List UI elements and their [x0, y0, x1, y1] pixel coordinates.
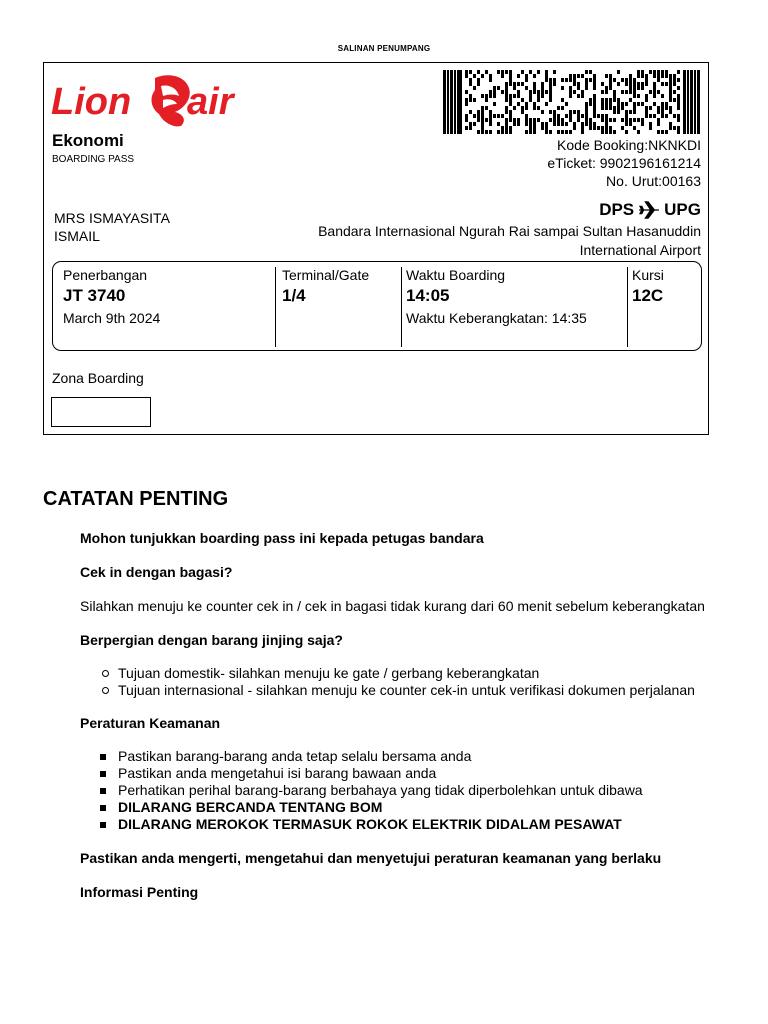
destination-code: UPG: [664, 200, 701, 219]
column-divider: [401, 267, 402, 347]
carryon-list: [80, 665, 720, 699]
route: [271, 198, 701, 260]
airplane-icon: [638, 201, 660, 219]
important-notes: [80, 530, 720, 901]
carryon-question: Berpergian dengan barang jinjing saja?: [80, 632, 343, 648]
lion-air-logo: [51, 68, 271, 132]
list-item: Pastikan barang-barang anda tetap selalu bersama anda: [80, 748, 720, 765]
boarding-column: [406, 262, 621, 342]
passenger-name-line1: MRS ISMAYASITA: [54, 210, 170, 226]
list-item: Tujuan internasional - silahkan menuju ke counter cek-in untuk verifikasi dokumen perjalanan: [98, 682, 720, 699]
show-pass-note: Mohon tunjukkan boarding pass ini kepada petugas bandara: [80, 530, 484, 546]
copy-label: SALINAN PENUMPANG: [337, 44, 431, 53]
boarding-zone-box: [51, 397, 151, 427]
column-divider: [627, 267, 628, 347]
route-description: Bandara Internasional Ngurah Rai sampai Sultan Hasanuddin International Airport: [318, 223, 701, 258]
terminal-label: Terminal/Gate: [282, 267, 370, 283]
notes-title: CATATAN PENTING: [43, 488, 229, 510]
column-divider: [275, 267, 276, 347]
svg-text:Lion: Lion: [51, 81, 132, 123]
flight-column: [63, 262, 273, 342]
barcode-2d: [443, 70, 701, 134]
agreement-note: Pastikan anda mengerti, mengetahui dan menyetujui peraturan keamanan yang berlaku: [80, 850, 662, 866]
list-item: DILARANG MEROKOK TERMASUK ROKOK ELEKTRIK DIDALAM PESAWAT: [80, 816, 720, 833]
flight-details-box: [52, 261, 702, 351]
list-item: Pastikan anda mengetahui isi barang bawaan anda: [80, 765, 720, 782]
sequence-number: No. Urut:00163: [606, 173, 701, 189]
passenger-name-line2: ISMAIL: [54, 228, 100, 244]
boarding-time: 14:05: [406, 286, 450, 305]
boarding-pass-label: BOARDING PASS: [52, 154, 135, 165]
eticket-number: eTicket: 9902196161214: [547, 155, 701, 171]
seat-number: 12C: [632, 286, 664, 305]
departure-time: Waktu Keberangkatan: 14:35: [406, 310, 587, 326]
passenger-name: [54, 209, 170, 245]
boarding-zone-label: Zona Boarding: [52, 370, 144, 386]
flight-label: Penerbangan: [63, 267, 148, 283]
flight-date: March 9th 2024: [63, 310, 161, 326]
list-item: Perhatikan perihal barang-barang berbahaya yang tidak diperbolehkan untuk dibawa: [80, 782, 720, 799]
checkin-question: Cek in dengan bagasi?: [80, 564, 233, 580]
flight-number: JT 3740: [63, 286, 126, 305]
list-item: DILARANG BERCANDA TENTANG BOM: [80, 799, 720, 816]
security-title: Peraturan Keamanan: [80, 715, 221, 731]
cabin-class: Ekonomi: [52, 131, 124, 150]
info-title: Informasi Penting: [80, 884, 199, 900]
booking-info: [547, 136, 701, 190]
list-item: Tujuan domestik- silahkan menuju ke gate / gerbang keberangkatan: [98, 665, 720, 682]
security-list: [80, 748, 720, 833]
terminal-column: [282, 262, 397, 342]
boarding-label: Waktu Boarding: [406, 267, 506, 283]
origin-code: DPS: [599, 200, 635, 219]
checkin-answer: Silahkan menuju ke counter cek in / cek in bagasi tidak kurang dari 60 menit sebelum keberangkatan: [80, 598, 705, 614]
seat-column: [632, 262, 692, 342]
terminal-gate: 1/4: [282, 286, 306, 305]
svg-text:air: air: [187, 81, 234, 123]
seat-label: Kursi: [632, 267, 664, 283]
booking-code: Kode Booking:NKNKDI: [557, 137, 701, 153]
